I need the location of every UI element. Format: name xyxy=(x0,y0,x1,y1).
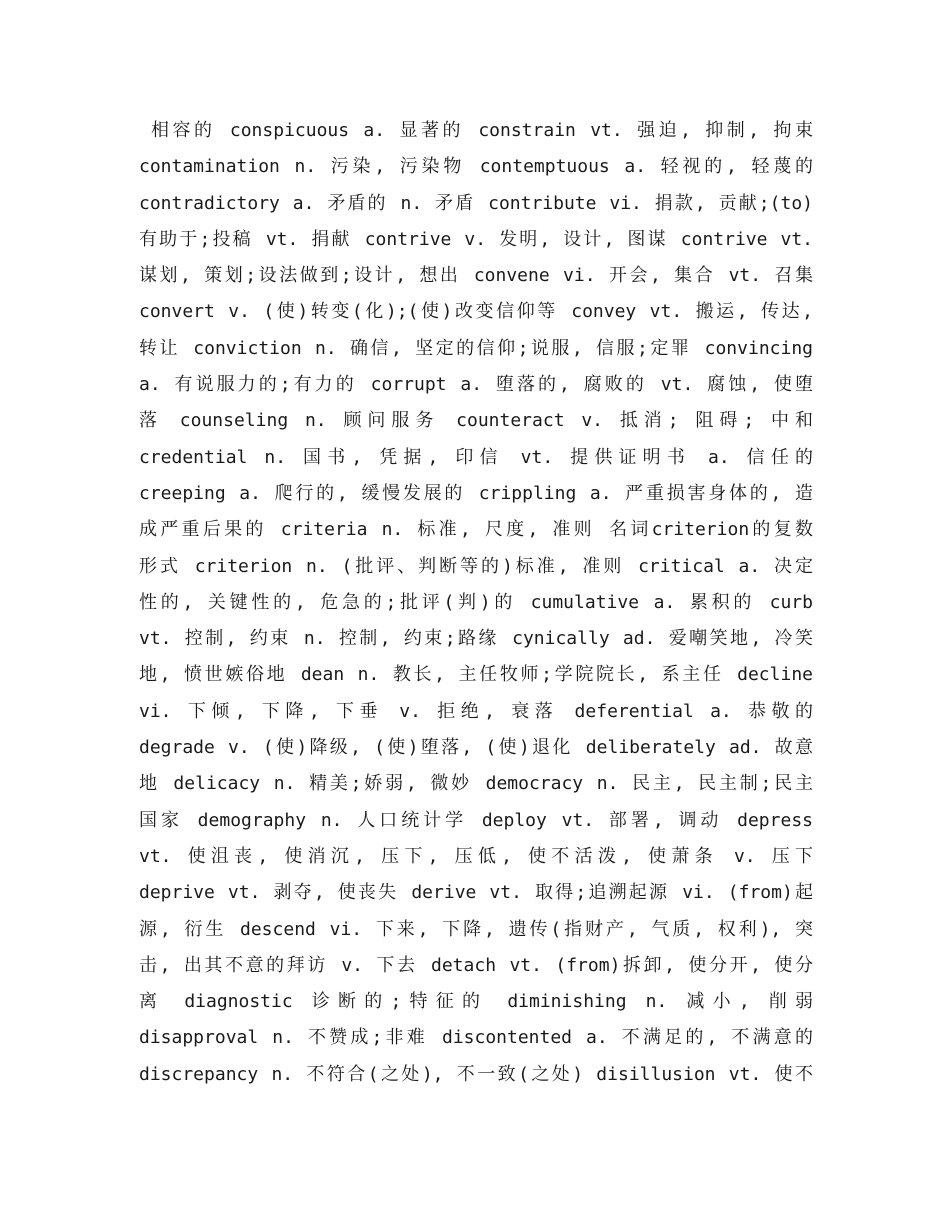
text-line: vt. 控制, 约束 n. 控制, 约束;路缘 cynically ad. 爱嘲笑地, 冷笑 xyxy=(139,628,813,650)
text-line: vi. 下倾, 下降, 下垂 v. 拒绝, 衰落 deferential a. 恭敬的 xyxy=(139,700,813,722)
text-line: 相容的 conspicuous a. 显著的 constrain vt. 强迫, 抑制, 拘束 xyxy=(151,120,813,141)
text-line: 转让 conviction n. 确信, 坚定的信仰;说服, 信服;定罪 convincing xyxy=(139,337,813,359)
text-line: 击, 出其不意的拜访 v. 下去 detach vt. (from)拆卸, 使分开, 使分 xyxy=(139,954,813,976)
text-line: 性的, 关键性的, 危急的;批评(判)的 cumulative a. 累积的 curb xyxy=(139,591,813,613)
text-line: contradictory a. 矛盾的 n. 矛盾 contribute vi. 捐款, 贡献;(to) xyxy=(139,192,813,214)
text-line: disapproval n. 不赞成;非难 discontented a. 不满足的, 不满意的 xyxy=(139,1027,813,1049)
text-line: 落 counseling n. 顾问服务 counteract v. 抵消; 阻碍; 中和 xyxy=(139,410,813,432)
text-line: contamination n. 污染, 污染物 contemptuous a. 轻视的, 轻蔑的 xyxy=(139,156,813,178)
text-line: degrade v. (使)降级, (使)堕落, (使)退化 deliberately ad. 故意 xyxy=(139,737,813,759)
text-line: credential n. 国书, 凭据, 印信 vt. 提供证明书 a. 信任的 xyxy=(139,446,813,468)
text-line: 形式 criterion n. (批评、判断等的)标准, 准则 critical a. 决定 xyxy=(139,555,813,577)
text-line: discrepancy n. 不符合(之处), 不一致(之处) disillusion vt. 使不 xyxy=(139,1063,813,1085)
text-line: 谋划, 策划;设法做到;设计, 想出 convene vi. 开会, 集合 vt. 召集 xyxy=(139,265,813,287)
text-line: 源, 衍生 descend vi. 下来, 下降, 遗传(指财产, 气质, 权利), 突 xyxy=(139,918,813,940)
text-line: creeping a. 爬行的, 缓慢发展的 crippling a. 严重损害身体的, 造 xyxy=(139,482,813,504)
text-line: 成严重后果的 criteria n. 标准, 尺度, 准则 名词criterion的复数 xyxy=(139,519,813,541)
text-line: 地 delicacy n. 精美;娇弱, 微妙 democracy n. 民主, 民主制;民主 xyxy=(139,773,813,795)
vocabulary-text-block xyxy=(139,113,813,1093)
text-line: 有助于;投稿 vt. 捐献 contrive v. 发明, 设计, 图谋 contrive vt. xyxy=(139,228,813,250)
text-line: 离 diagnostic 诊断的;特征的 diminishing n. 减小, 削弱 xyxy=(139,991,813,1013)
text-line: 国家 demography n. 人口统计学 deploy vt. 部署, 调动 depress xyxy=(139,809,813,831)
text-line: 地, 愤世嫉俗地 dean n. 教长, 主任牧师;学院院长, 系主任 decline xyxy=(139,664,813,686)
text-line: convert v. (使)转变(化);(使)改变信仰等 convey vt. 搬运, 传达, xyxy=(139,301,813,323)
text-line: a. 有说服力的;有力的 corrupt a. 堕落的, 腐败的 vt. 腐蚀, 使堕 xyxy=(139,374,813,396)
text-line: vt. 使沮丧, 使消沉, 压下, 压低, 使不活泼, 使萧条 v. 压下 xyxy=(139,845,813,867)
text-line: deprive vt. 剥夺, 使丧失 derive vt. 取得;追溯起源 vi. (from)起 xyxy=(139,882,813,904)
